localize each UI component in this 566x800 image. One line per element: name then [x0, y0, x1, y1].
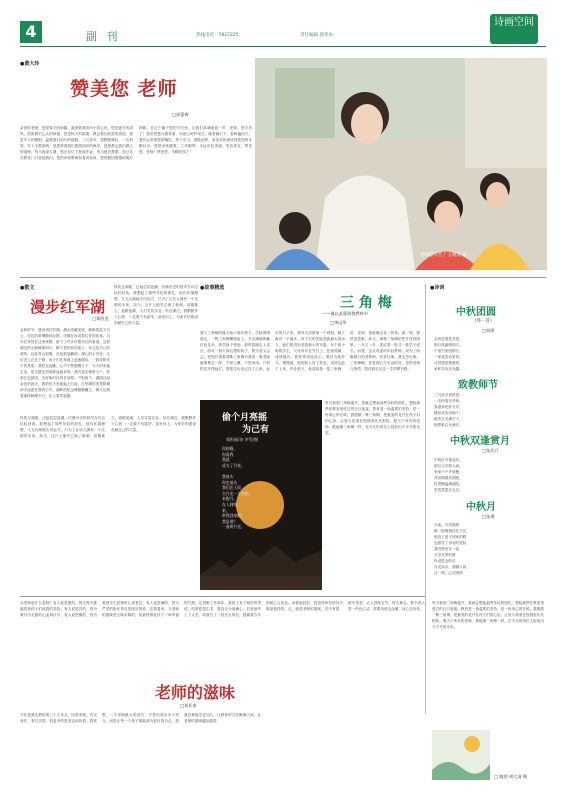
photo-credit-bottom: □ 题图 胡大清 摄 — [494, 774, 528, 779]
article1-body: 亲爱的老师，您是春天的雨露，滋润着我们幼小的心田；您是夏日的清风，吹散我们心头的烦恼；您是秋天的硕果，教会我们收获的喜悦；您是冬日的暖阳，温暖我们前行的道路。三尺讲台，您默默耕耘，一支粉笔，写下无数春秋。是您带领我们遨游知识的海洋，是您教会我们做人的道理。每当夜深人静，您还在灯下批改作业；每当晨光熹微，您已站在教室门口迎接我们。您的谆谆教诲如春风化雨，您的殷切期望似明灯指路。在这个属于您的节日里，让我们真诚地说一声：老师，您辛苦了！您用智慧点燃希望，用爱心呵护成长，桃李满天下，春晖遍四方。我们会带着您的嘱托，努力学习，勇敢追梦，用优异的成绩回报您的辛勤付出。愿您身体健康，工作顺利，永远年轻美丽，笑容常在。赞美您，老师！赞美您，辛勤的园丁！ — [20, 126, 252, 160]
article3-title: 三 角 梅 — [340, 295, 392, 311]
poem4-author: □张勇 — [482, 514, 495, 519]
rule-2 — [20, 596, 425, 597]
bottom-illustration — [432, 730, 490, 780]
poem1-title: 中秋团圆 — [456, 307, 496, 318]
article2-byline: □郑照进 — [92, 316, 109, 321]
poem4-title: 中秋月 — [466, 502, 496, 513]
article2-continued: 风吹过湖面，泛起层层涟漪，仿佛历史的回声在耳边轻轻回荡。我想起了那些年轻的面孔，他们怀揣理想，义无反顾地走向远方，只为了让后人拥有一个光明的未来。如今，这片土地早已换了新颜，高楼林立，道路宽阔，人们安居乐业。站在湖边，我默默许下心愿：一定要不负韶华，奋发向上，为家乡的建设贡献自己的力量。 — [20, 416, 196, 438]
article3-subtitle: ——谨以此篇致敬教师节 — [322, 311, 369, 316]
poem-card-title-1: 偷个月亮摇 — [222, 413, 268, 423]
poem4-continued: 每当看到三角梅盛开，我就会想起那些年轻的面孔，想起那些在教室里度过的日日夜夜。教育是一场温柔的坚持，是一份用心的守候。我愿做一株三角梅，把最美的花开在孩子们的心田，让爱与希望在校园里代代相传。愿天下所有的老师，都能像三角梅一样，在平凡的岗位上绽放出不平凡的光彩。 — [432, 601, 544, 629]
rule-1 — [20, 277, 546, 278]
editor-line: 责任编辑 徐华由 — [300, 33, 333, 38]
divider-right — [425, 284, 426, 714]
poems-tag: ●诗词 — [430, 285, 445, 291]
article1-title: 赞美您 老师 — [70, 78, 178, 100]
poem1-author: □胡建 — [482, 328, 495, 333]
poem-card-author: 郑积福/诗 茅雪/摄 — [226, 437, 258, 442]
article1-byline: □崔蕾梅 — [172, 112, 189, 117]
teacher-photo — [255, 58, 547, 270]
article3-byline: □李远华 — [330, 320, 347, 325]
poem-card-body: 你抬眼， 你看我 我就 成为了月亮。 我低头 你也低头 我们在人间 欠月光一个拥抱。 来抱月， 在人间吧， 来， 带我回家吧！ 我是谁？ 一壶明月光。 — [222, 446, 253, 530]
article2-body-col2: 风吹过湖面，泛起层层涟漪，仿佛历史的回声在耳边轻轻回荡。我想起了那些年轻的面孔，他们怀揣理想，义无反顾地走向远方，只为了让后人拥有一个光明的未来。如今，这片土地早已换了新颜，高楼林立，道路宽阔，人们安居乐业。站在湖边，我默默许下心愿：一定要不负韶华，奋发向上，为家乡的建设贡献自己的力量。 — [114, 285, 198, 325]
masthead-rule — [20, 46, 546, 47]
page-number: 4 — [25, 22, 37, 41]
article3-body-col2: 每当看到三角梅盛开，我就会想起那些年轻的面孔，想起那些在教室里度过的日日夜夜。教育是一场温柔的坚持，是一份用心的守候。我愿做一株三角梅，把最美的花开在孩子们的心田，让爱与希望在校园里代代相传。愿天下所有的老师，都能像三角梅一样，在平凡的岗位上绽放出不平凡的光彩。 — [325, 401, 420, 435]
poem3-body: 中秋佳节逢双庆， 明月当空照人间。 家家户户齐欢聚， 共赏婵娟话团圆。 桂香飘溢满庭院， 笑语盈盈乐无边。 — [434, 458, 463, 492]
article4-top-text — [20, 600, 425, 675]
article2-body: 金秋时节，我来到红军湖。湖水清澈见底，倒映着蓝天白云，岸边的垂柳随风轻摆，仿佛在诉说着往昔的故事。当年红军曾在这里休整，留下了许多可歌可泣的事迹。沿着湖边的小路缓缓前行，脚下是松软的泥土，耳边是鸟儿的欢鸣，远处青山如黛，近处稻浪翻滚。湖心的小亭里，几位老人正在下棋，孩子们在草地上追逐嬉戏，一派祥和安宁的景象。我驻足远眺，心中不禁感慨万千：今天的幸福生活，是无数先烈用鲜血换来的。我们更应珍惜当下，传承红色基因，走好新时代的长征路。夕阳西下，湖面泛起金色的波光，我依依不舍地踏上归途，红军湖的美景和精神永远留在我的心中。湖畔的纪念碑静静矗立，碑文记载着那段峥嵘岁月，让人肃然起敬。 — [20, 328, 110, 398]
article4-body-top: 当老师是什么滋味？有人说是甜的，因为每天都能看到孩子们纯真的笑脸；有人说是苦的，因为要付出无数的心血和汗水；有人说是酸的，因为看到学生犯错时心里着急；有人说是辣的，因为严厉的批评背后是深沉的爱。在我看来，当老师的滋味是五味杂陈的，但最终都化作了一种幸福的甘甜。记得刚工作那年，我班上有个调皮的男孩，经常惹是生非，我没少为他操心。后来他考上了大学，给我写了一封长长的信，感谢我当年的耐心与包容。读着那封信，我觉得所有的付出都是值得的。这，就是老师的滋味，苦中有甜，甜中带香，让人回味无穷，终生难忘。教书育人是一份良心活，需要用爱去浇灌，用心去经营。 — [20, 601, 425, 617]
poem3-author: □张武兵 — [482, 448, 499, 453]
poem2-body: 三尺讲台育栋梁， 一支粉笔写华章。 春蚕到死丝方尽， 蜡炬成灰泪始干。 桃李芬芳满天下， 师恩难忘永流长。 — [434, 393, 463, 427]
poem1-subtitle: （外一首） — [472, 319, 495, 324]
section-name: 副 刊 — [86, 30, 121, 43]
poem3-title: 中秋双逢赏月 — [450, 436, 510, 447]
article2-title: 漫步红军湖 — [30, 298, 106, 316]
article4-title: 老师的滋味 — [155, 683, 236, 702]
photo-caption: 老师您辛苦了 王晓昊 摄 — [420, 253, 467, 258]
phone-line: 热线电话：7827225 — [196, 33, 239, 38]
article2-tag: ●散文 — [20, 285, 35, 291]
poem-card-title-2: 为己有 — [242, 425, 270, 435]
logo-text: 诗画空间 — [494, 17, 534, 28]
article3-tag: ●故事精选 — [200, 285, 225, 291]
article3-body: 我与三角梅的缘分始于那年秋天。学校的围墙边，一株三角梅攀援而上，开出满墙的紫红色花朵，热烈而不张扬。那时我刚走上讲台，面对一群天真烂漫的孩子，既兴奋又忐忑。老校长指着那株三角梅对我说：做老师就要像它一样，不择土壤，不畏风雨，只管把花开得灿烂。我把这句话记在了心里。此后的日子里，我每天清晨第一个到校，晚上最后一个离开。孩子们的笑脸是我最大的动力，他们的进步是我最大的安慰。有个叫小明的学生，父母常年在外打工，性格孤僻，成绩落后。我常常找他谈心，课后为他补习，慢慢地，他的脸上有了笑容，成绩也赶了上来。毕业那天，他送给我一盆三角梅，说：老师，您就像这花一样美。那一刻，我热泪盈眶。如今，那株三角梅依然开在校园里，一年又一年，见证着一批又一批学子成长。而我，也从青涩的年轻教师，成为了两鬓斑白的老教师。回首往事，我无怨无悔。三角梅啊，你是我心中永远的花，你的坚韧与热情，将伴我走完这一生的教书路。 — [200, 331, 420, 371]
article1-tag: ●黄大玲 — [20, 61, 40, 67]
article4-byline: □刘亚南 — [180, 703, 197, 708]
poem1-body: 金风送爽桂花香， 明月高悬照四方。 千里归来团圆日， 一家欢笑话家常。 月饼甜香情意浓， 举杯共庆乐无疆。 — [434, 337, 463, 371]
poem2-title: 致教师节 — [458, 380, 498, 391]
poem4-body: 今夜，月亮很圆 像一面明镜挂在天边 照亮了游子回家的路 也照亮了母亲的笑脸 我们围坐在一起 分享月饼的甜 诉说思念的长 月光如水，洒满人间 这一刻，心在团圆 — [434, 523, 467, 575]
article4-body-bottom: 今年是我从教的第三十个年头，回望来路，有过迷茫，有过彷徨，但更多的是坚定和执着。我常想，一个老师最大的成功，不是培养出多少状元，而是让每一个孩子都能成为更好的自己。愿我们都能守住初心，让教育的芬芳飘满人间，让老师的滋味越品越香。 — [20, 713, 261, 723]
